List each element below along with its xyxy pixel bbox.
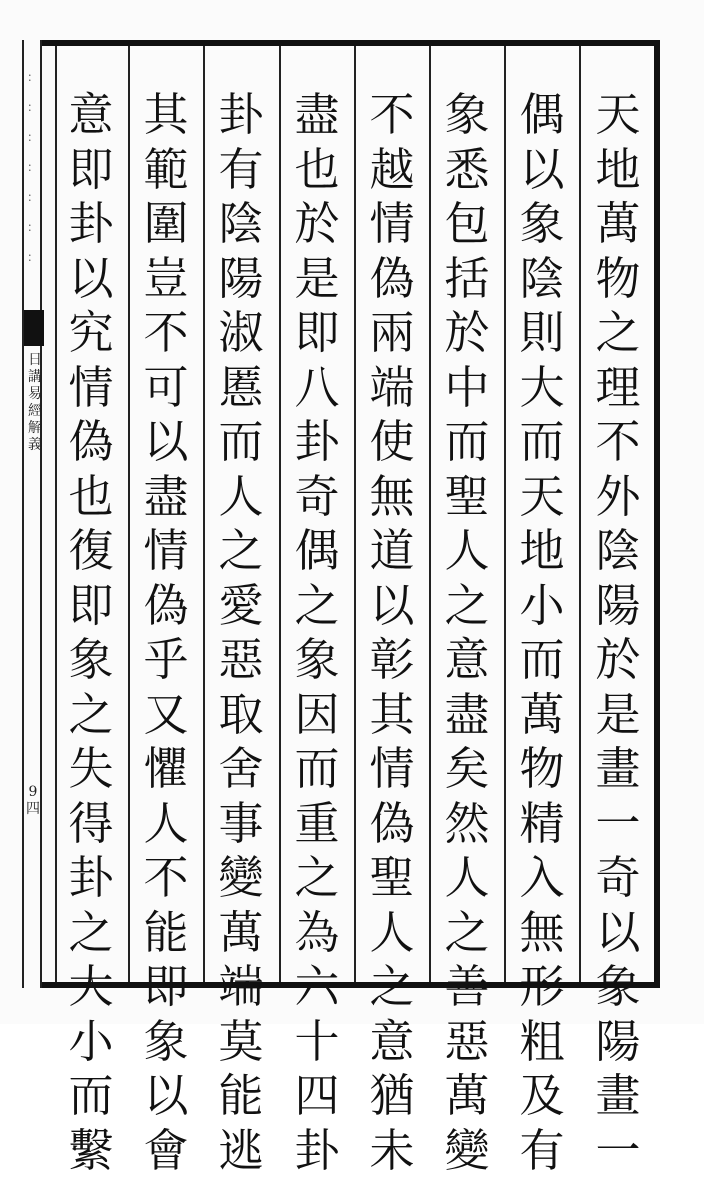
column-rule [55,46,57,982]
text-character: 會 [138,1124,194,1178]
text-character: 六 [289,960,345,1015]
text-character: 物 [514,742,570,797]
text-character: 萬 [213,906,269,961]
text-character: 陽 [590,1015,646,1070]
text-character: 悉 [439,143,495,198]
text-character: 盡 [439,688,495,743]
text-character: 聖 [364,851,420,906]
text-character: 情 [63,361,119,416]
text-character: 取 [213,688,269,743]
text-character: 人 [439,524,495,579]
text-character: 奇 [289,470,345,525]
band-line-outer [22,40,24,988]
band-title-character: 經 [27,403,43,420]
text-character: 畫 [590,742,646,797]
band-mark: ： [26,62,40,92]
text-character: 於 [439,306,495,361]
text-character: 陰 [514,252,570,307]
text-character: 能 [138,906,194,961]
text-character: 彰 [364,633,420,688]
text-character: 可 [138,361,194,416]
text-character: 畫 [590,1069,646,1124]
text-character: 粗 [514,1015,570,1070]
text-character: 象 [439,88,495,143]
text-character: 之 [439,579,495,634]
text-character: 因 [289,688,345,743]
text-column-3 [439,88,495,1178]
text-character: 豈 [138,252,194,307]
band-top-marks [26,62,40,272]
text-character: 以 [138,415,194,470]
text-character: 意 [439,633,495,688]
text-character: 包 [439,197,495,252]
text-character: 即 [63,579,119,634]
text-character: 而 [289,742,345,797]
text-character: 之 [63,688,119,743]
text-character: 物 [590,252,646,307]
text-character: 中 [439,361,495,416]
column-rule [579,46,581,982]
text-character: 有 [213,143,269,198]
text-character: 陽 [213,252,269,307]
band-title-character: 日 [27,352,43,369]
text-character: 一 [590,797,646,852]
text-character: 莫 [213,1015,269,1070]
text-character: 外 [590,470,646,525]
column-rule [279,46,281,982]
text-character: 不 [138,306,194,361]
text-character: 大 [63,960,119,1015]
text-character: 而 [213,415,269,470]
text-character: 人 [213,470,269,525]
text-character: 形 [514,960,570,1015]
band-book-title [27,352,43,454]
band-line-inner [40,40,42,988]
text-character: 端 [213,960,269,1015]
text-character: 象 [289,633,345,688]
text-character: 偽 [364,252,420,307]
text-character: 有 [514,1124,570,1178]
text-character: 陰 [213,197,269,252]
text-character: 而 [63,1069,119,1124]
band-mark: ： [26,92,40,122]
text-character: 淑 [213,306,269,361]
column-rule [504,46,506,982]
text-character: 即 [289,306,345,361]
text-character: 人 [364,906,420,961]
band-mark: ： [26,242,40,272]
text-character: 事 [213,797,269,852]
text-character: 於 [590,633,646,688]
text-character: 入 [514,851,570,906]
text-character: 小 [63,1015,119,1070]
text-character: 逃 [213,1124,269,1178]
band-page-character: 四 [24,801,42,818]
column-rule [354,46,356,982]
text-character: 卦 [289,1124,345,1178]
text-character: 偶 [289,524,345,579]
text-character: 卦 [63,851,119,906]
text-character: 以 [364,579,420,634]
text-character: 八 [289,361,345,416]
text-character: 之 [439,906,495,961]
text-character: 於 [289,197,345,252]
text-character: 萬 [439,1069,495,1124]
text-column-4 [364,88,420,1178]
text-character: 得 [63,797,119,852]
text-character: 範 [138,143,194,198]
text-character: 乎 [138,633,194,688]
text-character: 矣 [439,742,495,797]
text-character: 天 [590,88,646,143]
text-character: 而 [514,633,570,688]
text-character: 懼 [138,742,194,797]
text-character: 即 [138,960,194,1015]
text-character: 愛 [213,579,269,634]
text-character: 猶 [364,1069,420,1124]
text-character: 人 [439,851,495,906]
column-rule [429,46,431,982]
text-character: 意 [63,88,119,143]
fish-tail-mark [24,310,44,346]
text-character: 兩 [364,306,420,361]
text-character: 括 [439,252,495,307]
text-character: 究 [63,306,119,361]
text-character: 能 [213,1069,269,1124]
text-character: 之 [364,960,420,1015]
text-column-7 [138,88,194,1178]
text-character: 善 [439,960,495,1015]
text-character: 也 [63,470,119,525]
text-character: 以 [63,252,119,307]
text-character: 卦 [63,197,119,252]
text-character: 其 [138,88,194,143]
text-character: 十 [289,1015,345,1070]
text-character: 無 [514,906,570,961]
text-character: 舍 [213,742,269,797]
text-character: 復 [63,524,119,579]
text-character: 之 [590,306,646,361]
text-character: 繫 [63,1124,119,1178]
text-character: 惡 [213,633,269,688]
text-character: 情 [364,742,420,797]
text-character: 地 [514,524,570,579]
text-character: 道 [364,524,420,579]
band-page-character: 9 [24,784,42,801]
text-column-6 [213,88,269,1178]
text-column-2 [514,88,570,1178]
text-character: 不 [590,415,646,470]
text-character: 精 [514,797,570,852]
band-title-character: 講 [27,369,43,386]
text-character: 陰 [590,524,646,579]
text-character: 人 [138,797,194,852]
text-character: 盡 [289,88,345,143]
text-character: 大 [514,361,570,416]
text-character: 不 [364,88,420,143]
text-character: 情 [364,197,420,252]
text-character: 失 [63,742,119,797]
text-character: 而 [514,415,570,470]
text-character: 即 [63,143,119,198]
band-title-character: 解 [27,420,43,437]
text-character: 以 [590,906,646,961]
column-rule [128,46,130,982]
text-character: 使 [364,415,420,470]
text-character: 卦 [289,415,345,470]
text-character: 不 [138,851,194,906]
band-page-number [24,784,42,818]
text-character: 之 [289,579,345,634]
band-title-character: 易 [27,386,43,403]
text-character: 理 [590,361,646,416]
text-character: 而 [439,415,495,470]
text-character: 萬 [590,197,646,252]
text-character: 四 [289,1069,345,1124]
text-character: 然 [439,797,495,852]
band-mark: ： [26,212,40,242]
text-character: 以 [138,1069,194,1124]
text-column-1 [590,88,646,1178]
text-character: 是 [590,688,646,743]
text-character: 象 [590,960,646,1015]
text-character: 端 [364,361,420,416]
text-character: 無 [364,470,420,525]
text-character: 以 [514,143,570,198]
text-column-8 [63,88,119,1178]
band-mark: ： [26,182,40,212]
text-character: 圍 [138,197,194,252]
text-character: 卦 [213,88,269,143]
text-character: 情 [138,524,194,579]
text-character: 惡 [439,1015,495,1070]
text-character: 變 [213,851,269,906]
text-character: 偶 [514,88,570,143]
text-character: 地 [590,143,646,198]
text-column-5 [289,88,345,1178]
text-character: 陽 [590,579,646,634]
text-character: 奇 [590,851,646,906]
text-character: 又 [138,688,194,743]
text-character: 小 [514,579,570,634]
text-character: 則 [514,306,570,361]
text-character: 越 [364,143,420,198]
text-character: 之 [289,851,345,906]
text-character: 未 [364,1124,420,1178]
text-character: 也 [289,143,345,198]
text-character: 重 [289,797,345,852]
text-character: 偽 [364,797,420,852]
text-character: 變 [439,1124,495,1178]
text-character: 之 [63,906,119,961]
text-character: 象 [514,197,570,252]
text-character: 盡 [138,470,194,525]
text-character: 之 [213,524,269,579]
text-character: 聖 [439,470,495,525]
text-character: 及 [514,1069,570,1124]
text-character: 為 [289,906,345,961]
band-mark: ： [26,152,40,182]
column-rule [203,46,205,982]
band-title-character: 義 [27,437,43,454]
text-character: 萬 [514,688,570,743]
text-character: 意 [364,1015,420,1070]
text-character: 象 [63,633,119,688]
text-character: 天 [514,470,570,525]
band-mark: ： [26,122,40,152]
text-character: 偽 [138,579,194,634]
text-character: 其 [364,688,420,743]
text-character: 偽 [63,415,119,470]
text-character: 一 [590,1124,646,1178]
text-character: 慝 [213,361,269,416]
text-character: 是 [289,252,345,307]
text-character: 象 [138,1015,194,1070]
